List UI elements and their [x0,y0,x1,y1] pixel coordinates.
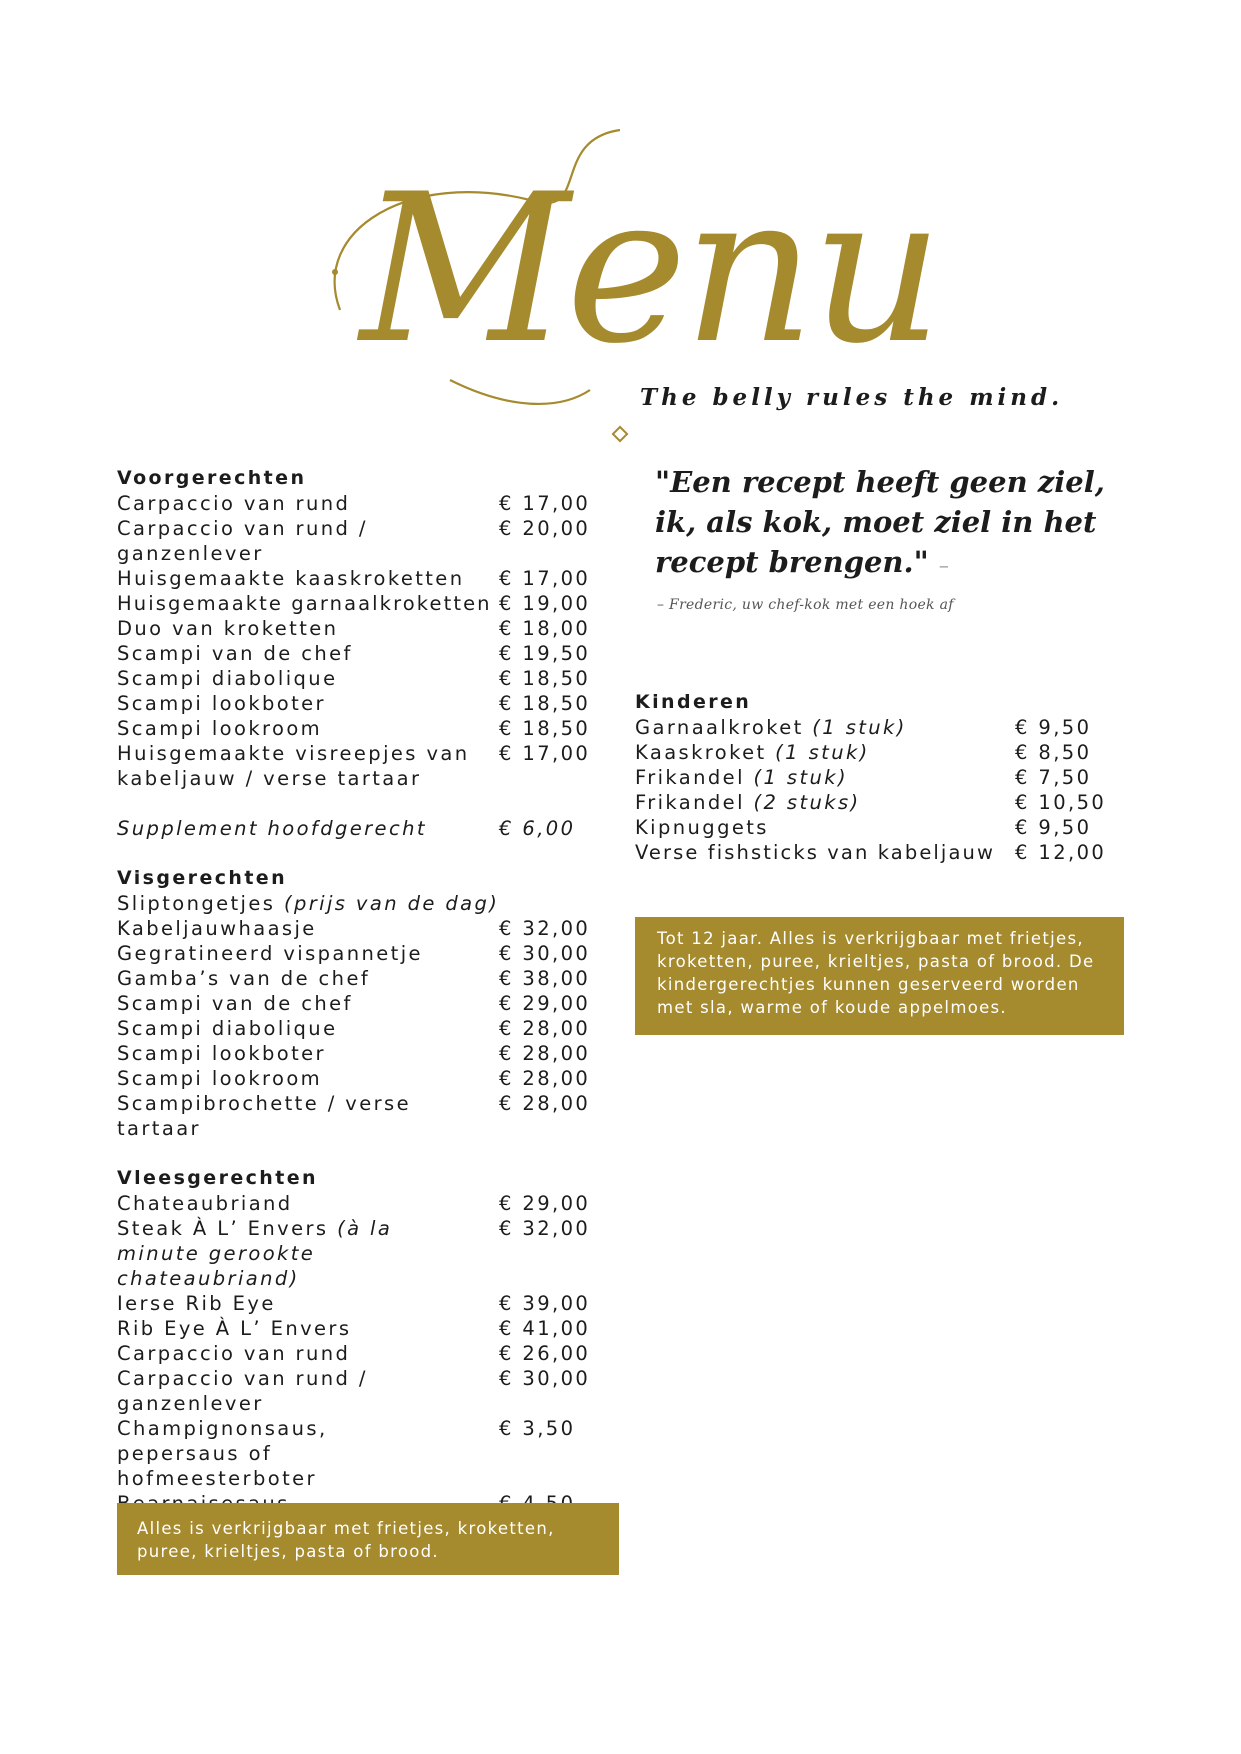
menu-item [117,1216,617,1291]
supplement-row [117,816,617,841]
item-price: € 29,00 [499,1192,591,1215]
item-price: € 17,00 [499,567,591,590]
item-price: € 28,00 [499,1092,591,1115]
item-name: Huisgemaakte garnaalkroketten [117,592,492,615]
right-column [635,690,1125,865]
item-price: € 9,50 [1015,716,1092,739]
item-name: Scampi van de chef [117,992,353,1015]
tagline: The belly rules the mind. [640,384,1064,411]
item-name: Huisgemaakte kaaskroketten [117,567,465,590]
supplement-name: Supplement hoofdgerecht [117,817,427,840]
item-price: € 18,00 [499,617,591,640]
menu-item [117,1066,617,1091]
menu-item [117,641,617,666]
item-price: € 28,00 [499,1067,591,1090]
menu-item [117,1366,617,1416]
menu-item [117,516,617,566]
item-price: € 26,00 [499,1342,591,1365]
item-note: (2 stuks) [753,791,861,814]
menu-item [117,1341,617,1366]
item-price: € 3,50 [499,1417,576,1440]
item-price: € 28,00 [499,1042,591,1065]
item-name: Champignonsaus, pepersaus of hofmeesterboter [117,1417,328,1490]
item-name: Frikandel (2 stuks) [635,791,861,814]
menu-logo [300,110,950,430]
menu-item [117,1416,617,1491]
item-name: Scampi lookroom [117,717,323,740]
menu-title: Menu [360,151,940,389]
item-price: € 32,00 [499,917,591,940]
item-name: Scampi diabolique [117,667,338,690]
section-title-visgerechten: Visgerechten [117,867,288,889]
menu-item [635,765,1125,790]
side-dishes-note: Alles is verkrijgbaar met frietjes, kroketten, puree, krieltjes, pasta of brood. [117,1503,619,1575]
item-name: Scampi lookboter [117,692,326,715]
item-price: € 7,50 [1015,766,1092,789]
item-note: (prijs van de dag) [283,892,500,915]
item-price: € 18,50 [499,717,591,740]
menu-item [117,916,617,941]
item-price: € 8,50 [1015,741,1092,764]
item-name: Ierse Rib Eye [117,1292,276,1315]
item-price: € 39,00 [499,1292,591,1315]
menu-item [635,815,1125,840]
supplement-price: € 6,00 [499,817,576,840]
menu-item [117,941,617,966]
item-name: Gegratineerd vispannetje [117,942,423,965]
menu-item [117,1291,617,1316]
item-name: Rib Eye À L’ Envers [117,1317,352,1340]
item-name: Scampi diabolique [117,1017,338,1040]
item-price: € 30,00 [499,942,591,965]
menu-item [117,491,617,516]
menu-item [635,740,1125,765]
menu-item [635,790,1125,815]
item-price: € 38,00 [499,967,591,990]
item-name: Kipnuggets [635,816,769,839]
menu-item [117,616,617,641]
item-price: € 19,00 [499,592,591,615]
item-name: Sliptongetjes (prijs van de dag) [117,892,500,915]
left-column [117,466,617,1516]
item-note: (1 stuk) [753,766,848,789]
item-price: € 28,00 [499,1017,591,1040]
item-name: Chateaubriand [117,1192,293,1215]
item-price: € 18,50 [499,667,591,690]
menu-item [117,591,617,616]
item-name: Steak À L’ Envers (à la minute gerookte chateaubriand) [117,1217,393,1290]
kids-note: Tot 12 jaar. Alles is verkrijgbaar met frietjes, kroketten, puree, krieltjes, pasta of brood. De kindergerechtjes kunnen geserveerd worden met sla, warme of koude appelmoes. [635,917,1124,1035]
menu-item [117,666,617,691]
item-name: Huisgemaakte visreepjes van kabeljauw / verse tartaar [117,742,470,790]
item-price: € 9,50 [1015,816,1092,839]
menu-item [117,1091,617,1141]
menu-item [117,741,617,791]
item-name: Frikandel (1 stuk) [635,766,848,789]
item-note: (1 stuk) [775,741,870,764]
menu-item [117,716,617,741]
item-price: € 30,00 [499,1367,591,1390]
menu-item [117,1316,617,1341]
item-name: Scampi lookroom [117,1067,323,1090]
item-name: Scampi lookboter [117,1042,326,1065]
item-price: € 18,50 [499,692,591,715]
menu-item [117,1191,617,1216]
item-name: Scampibrochette / verse tartaar [117,1092,411,1140]
quote-dash: – [938,553,949,577]
item-price: € 19,50 [499,642,591,665]
logo-dot [332,269,338,275]
quote-author: – Frederic, uw chef-kok met een hoek af [657,597,954,613]
section-title-voorgerechten: Voorgerechten [117,467,307,489]
chef-quote [655,462,1125,585]
menu-item [117,1041,617,1066]
item-price: € 12,00 [1015,841,1107,864]
item-price: € 10,50 [1015,791,1107,814]
item-name: Carpaccio van rund [117,1342,351,1365]
item-name: Carpaccio van rund / ganzenlever [117,517,368,565]
item-note: (à la minute gerookte chateaubriand) [117,1217,393,1290]
item-name: Duo van kroketten [117,617,339,640]
item-name: Kabeljauwhaasje [117,917,317,940]
item-price: € 32,00 [499,1217,591,1240]
menu-item [117,966,617,991]
item-price: € 41,00 [499,1317,591,1340]
item-name: Carpaccio van rund [117,492,351,515]
item-name: Gamba’s van de chef [117,967,371,990]
menu-item [117,991,617,1016]
menu-item [117,891,617,916]
item-price: € 29,00 [499,992,591,1015]
menu-item [635,715,1125,740]
item-name: Scampi van de chef [117,642,353,665]
item-price: € 17,00 [499,742,591,765]
item-name: Carpaccio van rund / ganzenlever [117,1367,368,1415]
item-name: Kaaskroket (1 stuk) [635,741,870,764]
menu-item [117,1016,617,1041]
menu-item [635,840,1125,865]
item-note: (1 stuk) [812,716,907,739]
item-name: Verse fishsticks van kabeljauw [635,841,996,864]
menu-item [117,566,617,591]
item-price: € 17,00 [499,492,591,515]
item-name: Garnaalkroket (1 stuk) [635,716,907,739]
section-title-kinderen: Kinderen [635,691,752,713]
item-price: € 20,00 [499,517,591,540]
menu-item [117,691,617,716]
quote-text: "Een recept heeft geen ziel, ik, als kok, moet ziel in het recept brengen." [655,465,1105,579]
section-title-vleesgerechten: Vleesgerechten [117,1167,318,1189]
